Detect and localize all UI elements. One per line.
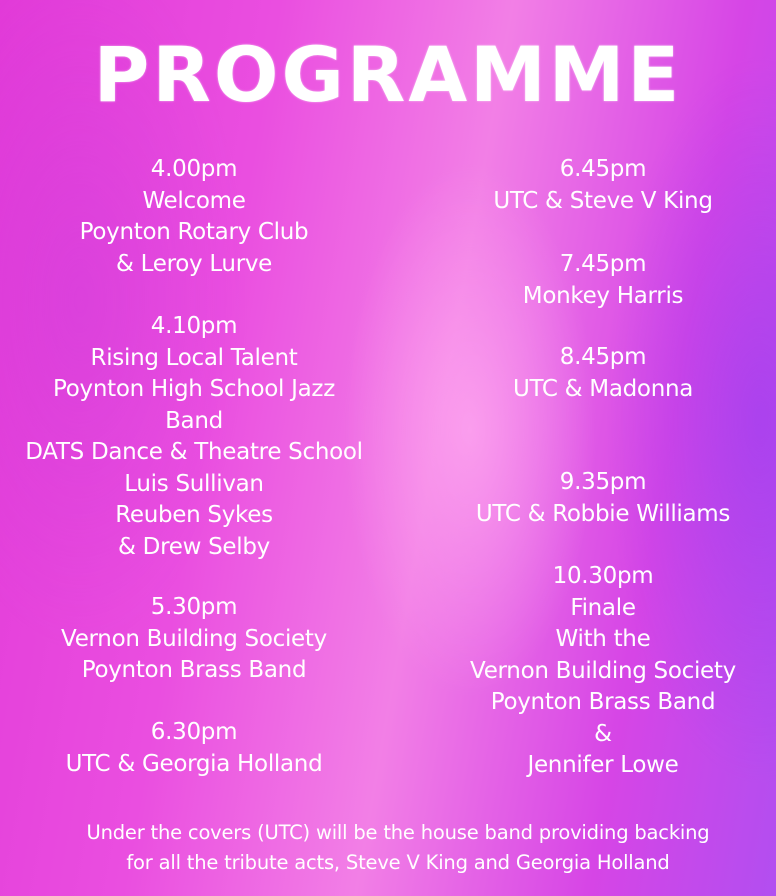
entry-line: Poynton Rotary Club [79,219,309,245]
entry-time: 8.45pm [559,344,647,370]
programme-entry [430,154,776,217]
entry-time: 7.45pm [559,251,647,277]
entry-line: Poynton Brass Band [490,689,716,715]
programme-entry [0,717,388,780]
entry-line: Monkey Harris [522,282,684,309]
entry-time: 6.45pm [559,156,647,182]
entry-line: DATS Dance & Theatre School [25,439,363,465]
entry-line: Vernon Building Society [61,625,327,652]
entry-line: Poynton High School Jazz [53,376,335,402]
page-title: PROGRAMME [93,30,683,119]
entry-line: Vernon Building Society [470,657,736,684]
programme-entry [430,467,776,530]
entry-line: Reuben Sykes [115,502,273,528]
programme-entry [0,592,388,687]
entry-time: 4.10pm [150,313,238,339]
entry-line: & Drew Selby [118,533,270,560]
footnote [0,818,776,878]
footnote-line: for all the tribute acts, Steve V King and Georgia Holland [126,851,670,874]
programme-entry [0,311,388,563]
entry-line: Band [165,407,223,434]
footnote-line: Under the covers (UTC) will be the house band providing backing [86,821,710,844]
entry-time: 5.30pm [150,594,238,620]
entry-line: Luis Sullivan [124,470,264,497]
entry-line: UTC & Steve V King [493,187,713,214]
entry-line: Poynton Brass Band [81,657,307,683]
entry-line: Finale [570,594,636,621]
entry-time: 9.35pm [559,469,647,495]
entry-line: Rising Local Talent [90,344,298,371]
entry-line: Jennifer Lowe [527,752,679,778]
entry-line: UTC & Madonna [512,375,694,402]
entry-time: 6.30pm [150,719,238,745]
entry-line: With the [555,626,651,652]
entry-line: UTC & Georgia Holland [65,750,323,777]
entry-line: UTC & Robbie Williams [475,500,731,527]
entry-line: Welcome [142,187,246,214]
entry-time: 10.30pm [552,563,654,589]
programme-entry [430,561,776,782]
programme-entry [430,342,776,405]
programme-entry [430,249,776,312]
entry-time: 4.00pm [150,156,238,182]
entry-line: & [594,720,612,747]
entry-line: & Leroy Lurve [115,250,273,277]
programme-entry [0,154,388,280]
